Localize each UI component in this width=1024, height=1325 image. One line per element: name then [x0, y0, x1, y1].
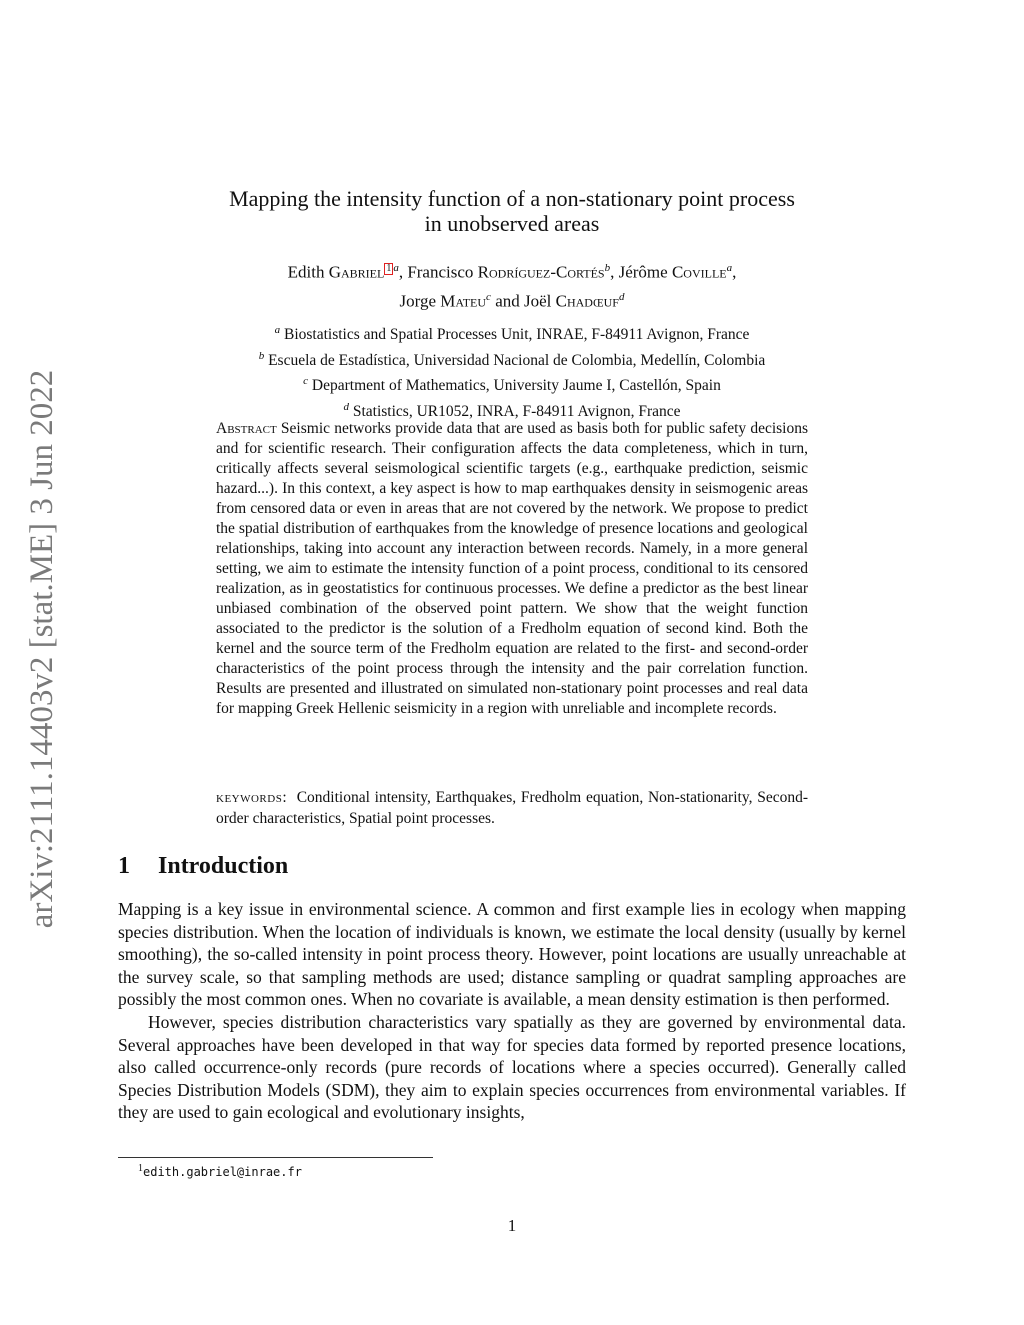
affiliation-mark: d: [343, 400, 349, 413]
author-last-name: Chadœuf: [555, 291, 619, 311]
affiliation-mark: c: [486, 290, 491, 303]
body-text: [118, 898, 906, 1124]
page-number: 1: [507, 1216, 517, 1235]
affiliation-text: Statistics, UR1052, INRA, F-84911 Avignon, France: [352, 403, 681, 421]
affiliation-item: [160, 346, 864, 372]
author-first-name: Jérôme: [618, 262, 668, 282]
author-first-name: Francisco: [407, 262, 474, 282]
author-last-name: Rodríguez-Cortés: [477, 262, 605, 282]
footnote-link[interactable]: 1: [386, 263, 392, 274]
author-line-1: Edith Gabriel 1 $^a$, Francisco Rodríguez-Cortés$^b$, Jérôme Coville$^a$,: [287, 262, 737, 282]
author-last-name: Mateu: [440, 291, 487, 311]
affiliation-text: Department of Mathematics, University Jaume I, Castellón, Spain: [311, 377, 721, 395]
author-line-2: [160, 285, 864, 314]
keywords-text: Conditional intensity, Earthquakes, Fredholm equation, Non-stationarity, Second-order characteristics, Spatial point processes.: [216, 789, 809, 827]
footnote-email[interactable]: edith.gabriel@inrae.fr: [143, 1165, 302, 1179]
section-title: Introduction: [158, 853, 289, 879]
paper-title: [160, 186, 864, 236]
affiliation-mark: d: [618, 290, 625, 303]
affiliation-item: [160, 371, 864, 397]
footnote: [138, 1160, 638, 1181]
title-line-2: in unobserved areas: [424, 211, 600, 236]
author-list: [160, 256, 864, 313]
affiliation-mark: b: [258, 349, 265, 362]
section-heading: [118, 851, 918, 881]
title-line-1: Mapping the intensity function of a non-stationary point process: [229, 186, 795, 211]
affiliation-list: [160, 320, 864, 423]
affiliation-text: Escuela de Estadística, Universidad Nacional de Colombia, Medellín, Colombia: [268, 351, 766, 369]
author-conjunction: and: [495, 291, 520, 311]
affiliation-mark: a: [393, 262, 399, 274]
author-first-name: Edith: [287, 262, 325, 282]
affiliation-mark: c: [303, 375, 309, 388]
affiliation-text: Biostatistics and Spatial Processes Unit, INRAE, F-84911 Avignon, France: [283, 326, 750, 344]
affiliation-mark: b: [604, 262, 611, 274]
abstract-text: Seismic networks provide data that are used as basis both for public safety decisions and for scientific research. Their configuration affects the data completeness, which in turn, critically affects several seismological scientific targets (e.g., earthquake prediction, seismic hazard...). In this context, a key aspect is how to map earthquakes density in seismogenic areas from censored data or even in areas that are not covered by the network. We propose to predict the spatial distribution of earthquakes from the knowledge of presence locations and geological relationships, taking into account any interaction between records. Namely, in a more general setting, we aim to estimate the intensity function of a point process, conditional to its censored realization, as in geostatistics for continuous processes. We define a predictor as the best linear unbiased combination of the observed point pattern. We show that the weight function associated to the predictor is the solution of a Fredholm equation of second kind. Both the kernel and the source term of the Fredholm equation are related to the first- and second-order characteristics of the point process through the intensity and the pair correlation function. Results are presented and illustrated on simulated non-stationary point processes and real data for mapping Greek Hellenic seismicity in a region with unreliable and incomplete records.: [216, 420, 809, 717]
keywords: [216, 788, 808, 829]
footnote-rule: [118, 1157, 433, 1158]
arxiv-identifier: arXiv:2111.14403v2 [stat.ME] 3 Jun 2022: [24, 369, 60, 929]
section-number: 1: [118, 853, 130, 879]
author-last-name: Coville: [671, 262, 727, 282]
paragraph: Mapping is a key issue in environmental science. A common and first example lies in ecology when mapping species distribution. When the location of individuals is known, we estimate the local density (usually by kernel smoothing), the so-called intensity in point process theory. However, point locations are usually unreachable at the survey scale, so that sampling methods are used; distance sampling or quadrat sampling approaches are possibly the most common ones. When no covariate is available, a mean density estimation is then performed.: [118, 899, 906, 1010]
author-first-name: Joël: [523, 291, 552, 311]
abstract: [216, 419, 808, 719]
affiliation-mark: a: [726, 262, 733, 274]
footnote-mark: 1: [138, 1163, 143, 1174]
keywords-label: keywords:: [216, 789, 288, 806]
paragraph: However, species distribution characteristics vary spatially as they are governed by environmental data. Several approaches have been developed in that way for species data formed by reported presence locations, also called occurrence-only records (pure records of locations where a species occurred). Generally called Species Distribution Models (SDM), they aim to explain species occurrences from environmental variables. If they are used to gain ecological and evolutionary insights,: [118, 1011, 906, 1123]
affiliation-item: [160, 320, 864, 346]
affiliation-mark: a: [274, 324, 281, 336]
author-first-name: Jorge: [399, 291, 437, 311]
author-last-name: Gabriel: [328, 262, 385, 282]
abstract-label: Abstract: [216, 420, 277, 437]
